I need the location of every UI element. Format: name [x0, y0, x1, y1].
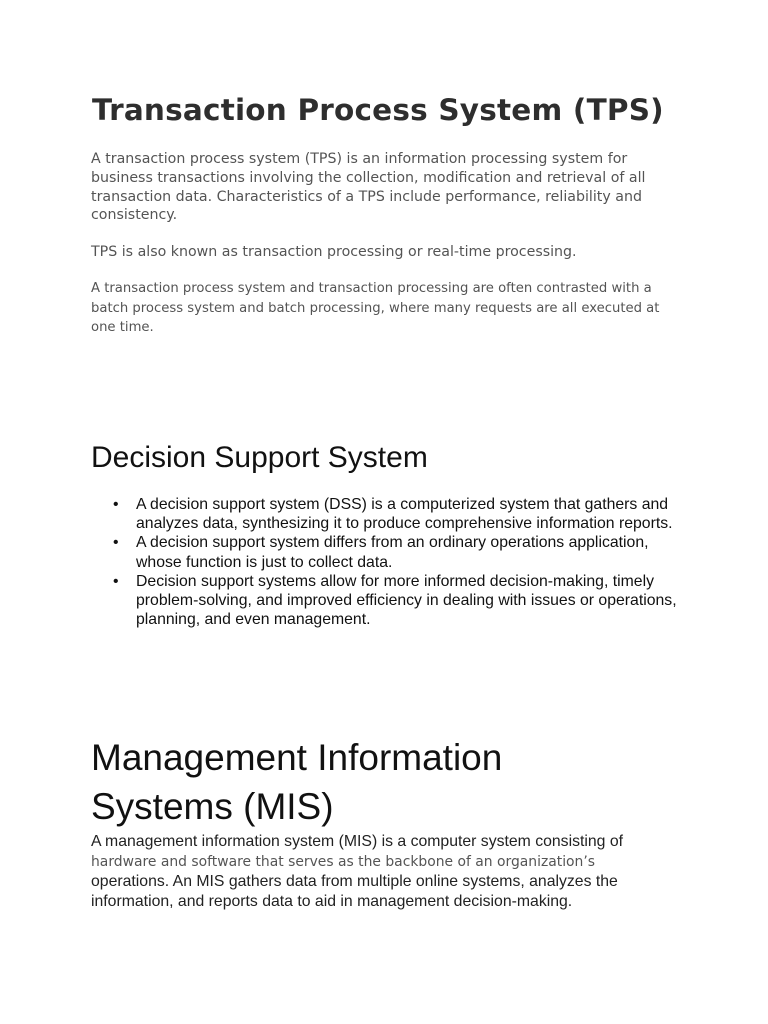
list-item [91, 572, 691, 630]
mis-paragraph [91, 832, 691, 912]
mis-heading: Management Information Systems (MIS) [91, 737, 503, 827]
tps-heading: Transaction Process System (TPS) [92, 93, 664, 127]
list-item [91, 533, 691, 571]
dss-bullet-list [91, 495, 691, 629]
tps-paragraph-aka: TPS is also known as transaction processing or real-time processing. [91, 244, 577, 260]
list-item-text: Decision support systems allow for more informed decision-making, timely problem-solving, and improved efficiency in dealing with issues or operations, planning, and even management. [136, 572, 677, 629]
list-item [91, 495, 691, 533]
tps-paragraph-contrast: A transaction process system and transaction processing are often contrasted with a batch process system and batch processing, where many requests are all executed at one time. [91, 281, 660, 335]
bullet-icon: • [113, 496, 119, 513]
bullet-icon: • [113, 572, 119, 590]
list-item-text: A decision support system differs from an ordinary operations application, whose function is just to collect data. [136, 534, 649, 571]
mis-paragraph-line: operations. An MIS gathers data from multiple online systems, analyzes the [91, 873, 618, 890]
dss-heading: Decision Support System [91, 441, 428, 474]
mis-paragraph-line: A management information system (MIS) is a computer system consisting of [91, 833, 624, 850]
mis-paragraph-line: information, and reports data to aid in management decision-making. [91, 893, 573, 910]
tps-paragraph-definition: A transaction process system (TPS) is an information processing system for business transactions involving the collection, modification and retrieval of all transaction data. Characteristics of a TPS include performance, reliability and consistency. [91, 151, 646, 224]
mis-paragraph-line: hardware and software that serves as the backbone of an organization’s [91, 854, 596, 870]
list-item-text: A decision support system (DSS) is a computerized system that gathers and analyzes data, synthesizing it to produce comprehensive information reports. [136, 496, 673, 533]
bullet-icon: • [113, 534, 119, 552]
